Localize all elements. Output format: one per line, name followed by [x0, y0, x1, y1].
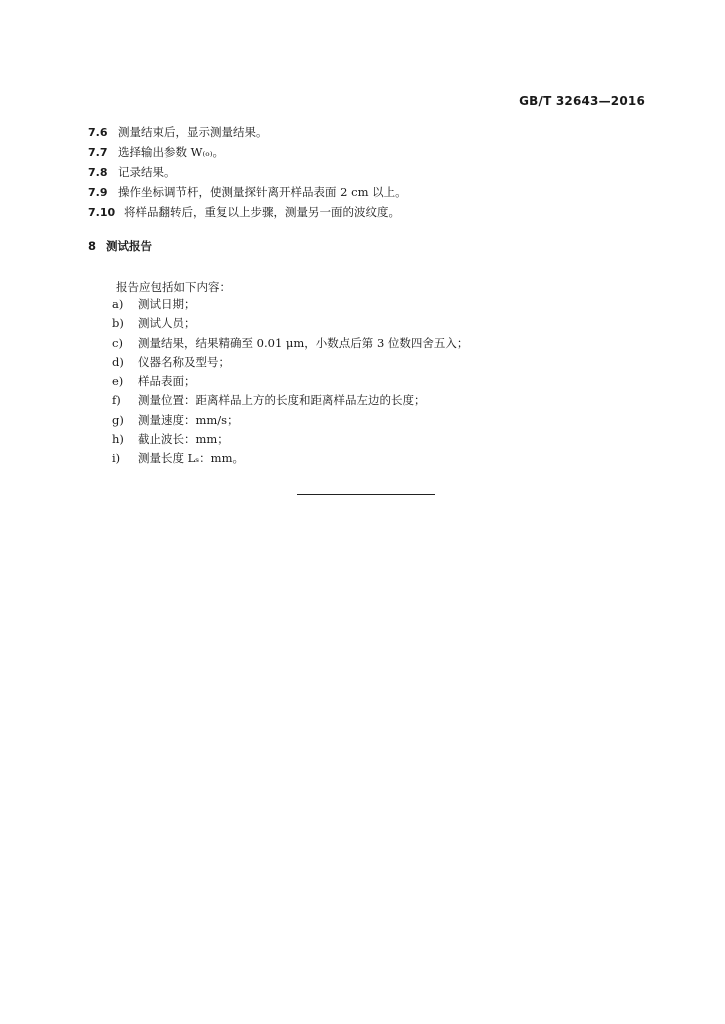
- item-label: b): [112, 316, 124, 331]
- item-text: 测量速度：mm/s；: [138, 412, 239, 427]
- item-label: i): [112, 451, 121, 466]
- step-7-8: [88, 164, 648, 184]
- item-text: 仪器名称及型号；: [138, 354, 230, 369]
- standard-code: GB/T 32643—2016: [519, 94, 645, 108]
- item-text: 测试日期；: [138, 297, 196, 311]
- list-item: [112, 296, 592, 315]
- list-item: [112, 431, 592, 450]
- item-text: 测量结果，结果精确至 0.01 μm，小数点后第 3 位数四舍五入；: [138, 335, 469, 350]
- item-text: 测量长度 Lₛ：mm。: [138, 451, 244, 466]
- item-label: d): [112, 354, 124, 369]
- item-label: g): [112, 412, 124, 427]
- section-heading: [88, 238, 152, 254]
- list-item: [112, 335, 592, 354]
- step-number: 7.9: [88, 186, 108, 199]
- item-text: 样品表面；: [138, 374, 196, 389]
- step-text: 将样品翻转后，重复以上步骤，测量另一面的波纹度。: [124, 205, 400, 219]
- list-item: [112, 412, 592, 431]
- report-intro: 报告应包括如下内容：: [116, 280, 231, 294]
- list-item: [112, 354, 592, 373]
- item-label: f): [112, 393, 121, 408]
- step-text: 操作坐标调节杆，使测量探针离开样品表面 2 cm 以上。: [118, 185, 407, 199]
- step-number: 7.6: [88, 126, 108, 139]
- step-7-9: [88, 184, 648, 204]
- list-item: [112, 315, 592, 334]
- list-item: [112, 450, 592, 469]
- end-of-document-rule: [297, 494, 435, 495]
- item-text: 测量位置：距离样品上方的长度和距离样品左边的长度；: [138, 393, 426, 408]
- item-label: h): [112, 432, 124, 447]
- item-label: a): [112, 297, 124, 311]
- report-items-list: [112, 296, 592, 470]
- step-number: 7.10: [88, 206, 116, 219]
- section-number: 8: [88, 239, 97, 253]
- step-text: 记录结果。: [118, 165, 176, 179]
- list-item: [112, 373, 592, 392]
- item-text: 测试人员；: [138, 316, 196, 331]
- step-7-10: [88, 204, 648, 224]
- step-7-6: [88, 124, 648, 144]
- item-text: 截止波长：mm；: [138, 432, 229, 447]
- step-text: 选择输出参数 W₍ₒ₎。: [118, 145, 225, 159]
- step-text: 测量结束后，显示测量结果。: [118, 125, 268, 139]
- step-7-7: [88, 144, 648, 164]
- item-label: c): [112, 335, 123, 350]
- procedure-steps: [88, 124, 648, 224]
- step-number: 7.8: [88, 166, 108, 179]
- item-label: e): [112, 374, 124, 389]
- section-title: 测试报告: [106, 239, 152, 253]
- step-number: 7.7: [88, 146, 108, 159]
- list-item: [112, 392, 592, 411]
